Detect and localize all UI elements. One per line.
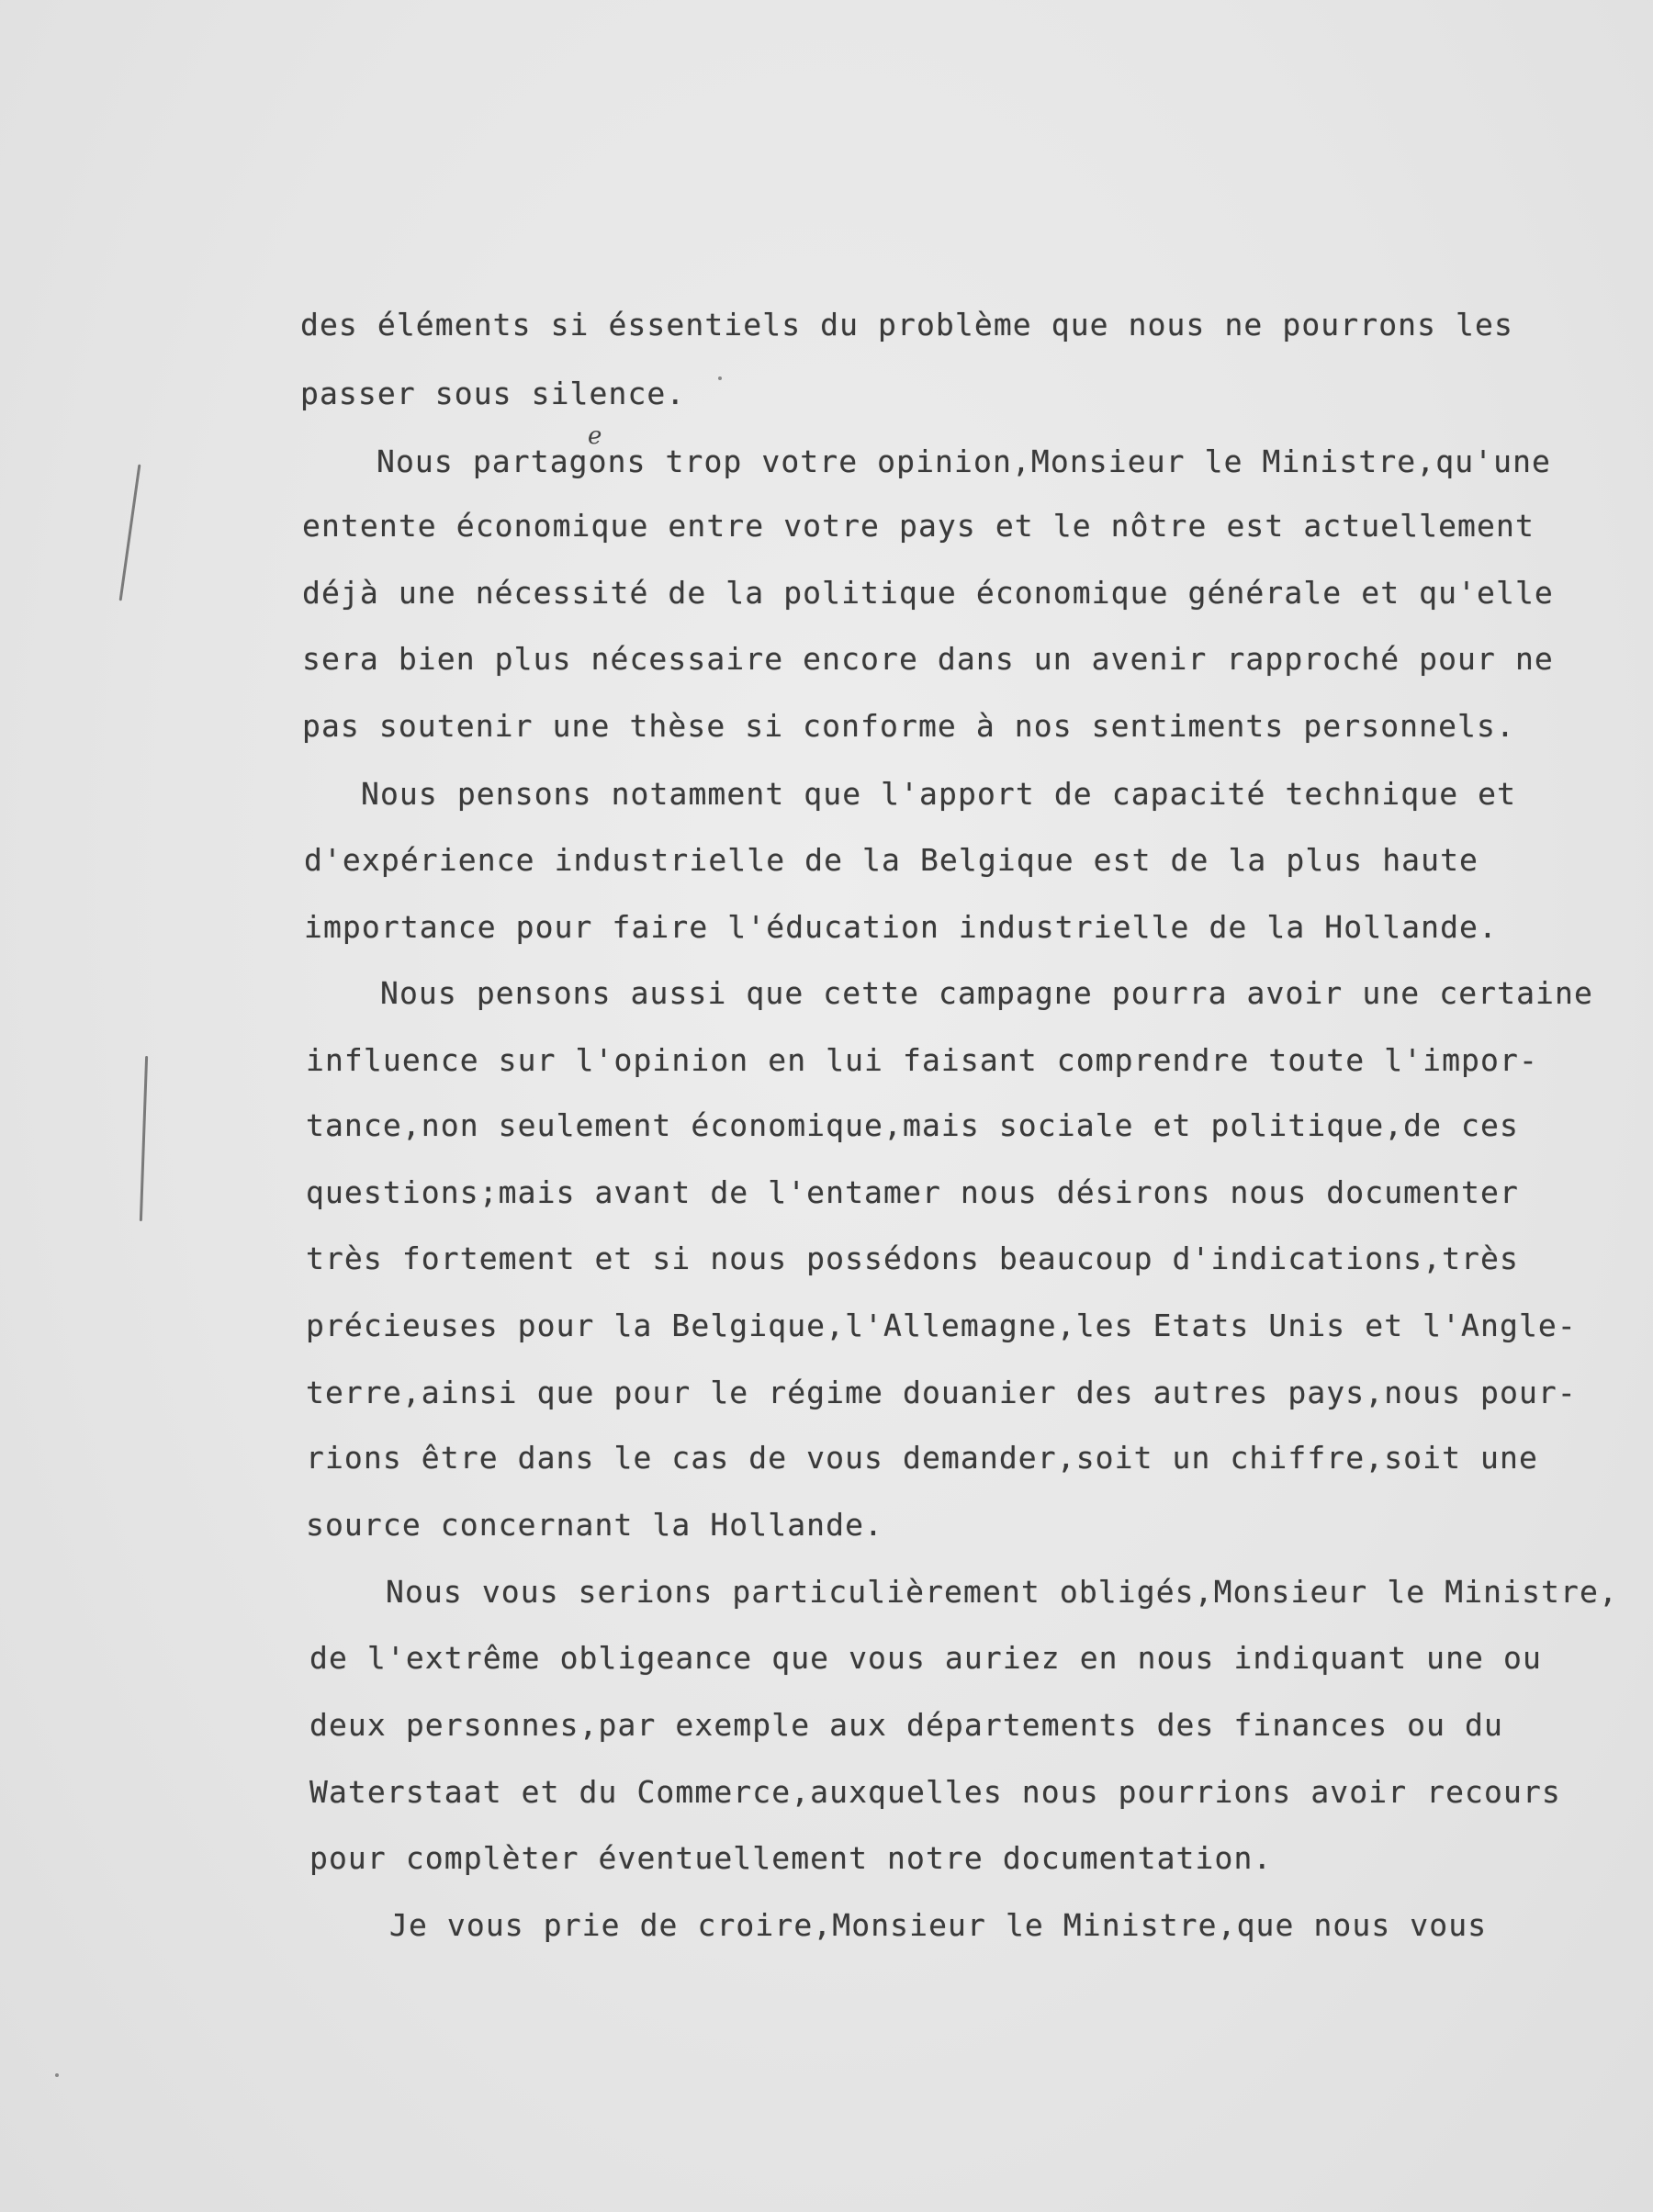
text-line-7: pas soutenir une thèse si conforme à nos sentiments personnels. <box>302 708 1515 744</box>
handwritten-correction: e <box>588 422 602 450</box>
text-line-11: Nous pensons aussi que cette campagne pourra avoir une certaine <box>380 975 1593 1011</box>
text-line-9: d'expérience industrielle de la Belgique est de la plus haute <box>304 842 1479 878</box>
margin-mark-2 <box>140 1056 148 1221</box>
text-line-8: Nous pensons notamment que l'apport de capacité technique et <box>361 776 1517 812</box>
text-line-13: tance,non seulement économique,mais sociale et politique,de ces <box>306 1107 1519 1143</box>
text-line-16: précieuses pour la Belgique,l'Allemagne,les Etats Unis et l'Angle- <box>306 1308 1577 1343</box>
text-line-12: influence sur l'opinion en lui faisant comprendre toute l'impor- <box>306 1042 1538 1078</box>
text-line-25: Je vous prie de croire,Monsieur le Ministre,que nous vous <box>389 1907 1488 1943</box>
text-line-2: passer sous silence. <box>300 376 686 411</box>
text-line-3: Nous partagons trop votre opinion,Monsieur le Ministre,qu'une <box>377 444 1552 479</box>
text-line-21: de l'extrême obligeance que vous auriez en nous indiquant une ou <box>309 1640 1542 1676</box>
text-line-19: source concernant la Hollande. <box>306 1507 884 1543</box>
text-line-5: déjà une nécessité de la politique économique générale et qu'elle <box>302 575 1554 611</box>
text-line-20: Nous vous serions particulièrement obligés,Monsieur le Ministre, <box>386 1574 1618 1610</box>
text-line-4: entente économique entre votre pays et le nôtre est actuellement <box>302 508 1535 544</box>
text-line-6: sera bien plus nécessaire encore dans un avenir rapproché pour ne <box>302 641 1554 677</box>
text-line-24: pour complèter éventuellement notre documentation. <box>309 1840 1273 1876</box>
text-line-15: très fortement et si nous possédons beaucoup d'indications,très <box>306 1241 1519 1276</box>
text-line-23: Waterstaat et du Commerce,auxquelles nous pourrions avoir recours <box>309 1774 1561 1810</box>
speck-2 <box>55 2073 59 2077</box>
speck-1 <box>718 376 722 380</box>
text-line-1: des éléments si éssentiels du problème que nous ne pourrons les <box>300 307 1513 342</box>
text-line-22: deux personnes,par exemple aux départements des finances ou du <box>309 1707 1503 1743</box>
text-line-17: terre,ainsi que pour le régime douanier des autres pays,nous pour- <box>306 1375 1577 1410</box>
text-line-18: rions être dans le cas de vous demander,soit un chiffre,soit une <box>306 1440 1538 1476</box>
text-line-10: importance pour faire l'éducation industrielle de la Hollande. <box>304 909 1498 945</box>
text-line-14: questions;mais avant de l'entamer nous désirons nous documenter <box>306 1174 1519 1210</box>
margin-mark-1 <box>119 465 141 601</box>
